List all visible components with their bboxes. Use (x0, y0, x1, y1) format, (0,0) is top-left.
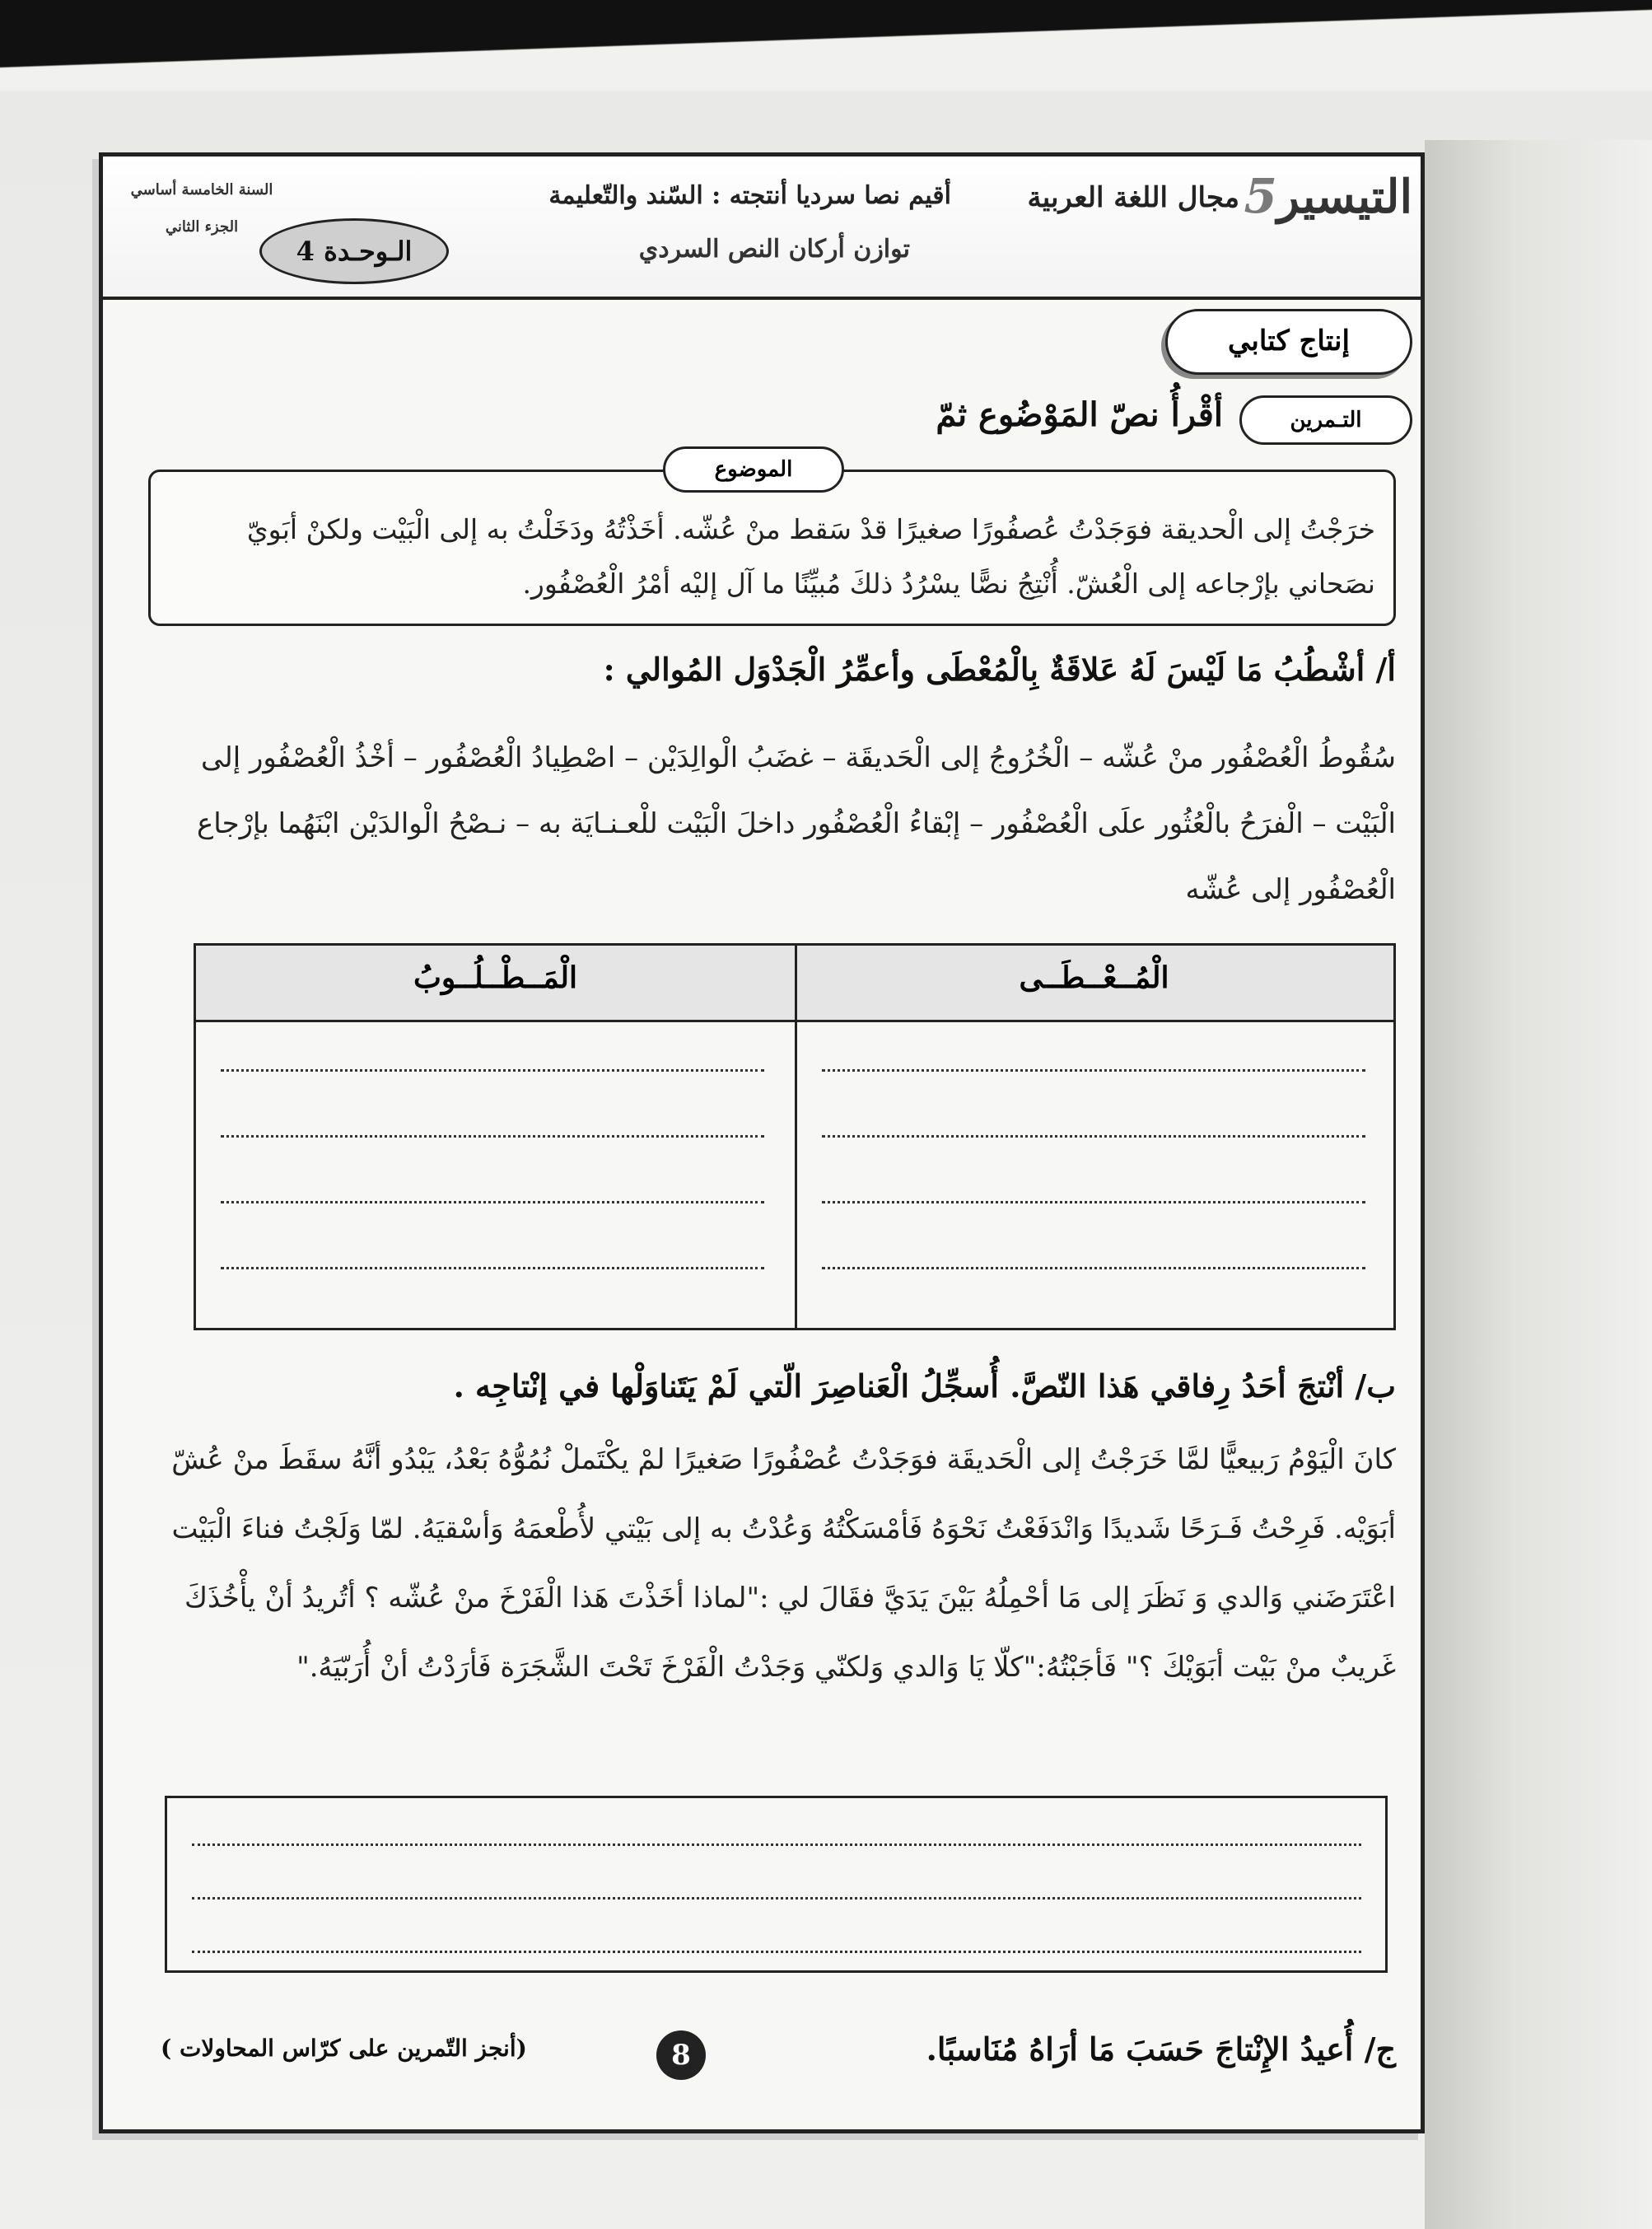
topic-text: خرَجْتُ إلى الْحديقة فوَجَدْتُ عُصفُورًا صغيرًا قدْ سَقط منْ عُشّه. أخَذْتُهُ ودَخَلْتُ به إلى الْبَيْت ولكنْ أبَويّ نصَحاني بإرْجاعه إلى الْعُشّ. أُنْتِجُ نصًّا يسْرُدُ ذلكَ مُبيِّنًا ما آل إليْه أمْرُ الْعُصْفُور. (246, 513, 1375, 600)
question-c-prompt: ج/ أُعيدُ الإِنْتاجَ حَسَبَ مَا أرَاهُ مُنَاسبًا. (926, 2030, 1396, 2068)
question-a-items: سُقُوطُ الْعُصْفُور منْ عُشّه – الْخُرُوجُ إلى الْحَديقَة – غضَبُ الْوالِدَيْن – اصْطِيادُ الْعُصْفُور – أخْذُ الْعُصْفُور إلى الْبَيْت – الْفرَحُ بالْعُثُور علَى الْعُصْفُور – إبْقاءُ الْعُصْفُور داخلَ الْبَيْت للْعـنـايَة به – نـصْحُ الْوالدَيْن ابْنَهُما بإرْجاع الْعُصْفُور إلى عُشّه (196, 741, 1396, 906)
footer-note: ( أنجز التّمرين على كرّاس المحاولات) (161, 2035, 527, 2062)
unit-badge: الـوحـدة 4 (259, 218, 449, 284)
classmate-story: كانَ الْيَوْمُ رَبيعيًّا لمَّا خَرَجْتُ إلى الْحَديقَة فوَجَدْتُ عُصْفُورًا صَغيرًا لمْ يكْتَملْ نُمُوُّهُ بَعْدُ، يَبْدُو أنَّهُ سقَطَ منْ عُشّ أبَوَيْه. فَرِحْتُ فَـرَحًا شَديدًا وَانْدَفَعْتُ نَحْوَهُ فَأمْسَكْتُهُ وَعُدْتُ به إلى بَيْتي لأُطْعمَهُ وَأسْقيَهُ. لمّا وَلَجْتُ فناءَ الْبَيْت اعْتَرَضَني وَالدي وَ نَظَرَ إلى مَا أحْمِلُهُ بَيْنَ يَدَيَّ فقَالَ لي :"لماذا أخَذْتَ هَذا الْفَرْخَ منْ عُشّه ؟ أتُريدُ أنْ يأْخُذَكَ غَريبٌ منْ بَيْت أبَوَيْكَ ؟" فَأجَبْتُهُ:"كلّا يَا وَالدي وَلكنّي وَجَدْتُ الْفَرْخَ تَحْتَ الشَّجَرَة فَأرَدْتُ أنْ أُرَبّيَهُ." (171, 1443, 1396, 1684)
answer-line[interactable] (192, 1843, 1361, 1846)
answer-line[interactable] (192, 1897, 1361, 1900)
lesson-title: أقيم نصا سرديا أنتجته : السّند والتّعليمة (548, 181, 951, 210)
brand-name: التيسير (1276, 170, 1412, 224)
answer-line[interactable] (822, 1135, 1365, 1138)
answer-line[interactable] (221, 1069, 764, 1072)
subject-field: مجال اللغة العربية (1027, 181, 1239, 214)
table-header-required: الْمَــطْــلُــوبُ (413, 960, 577, 995)
topic-label: الموضوع (663, 446, 844, 493)
given-required-table (194, 943, 1396, 1330)
answer-line[interactable] (192, 1951, 1361, 1953)
answer-line[interactable] (221, 1135, 764, 1138)
question-a-prompt: أ/ أشْطُبُ مَا لَيْسَ لَهُ عَلاقَةٌ بِالْمُعْطَى وأعمِّرُ الْجَدْوَل المُوالي : (603, 651, 1396, 688)
worksheet-page (99, 152, 1425, 2133)
exercise-badge: التـمرين (1239, 395, 1412, 445)
answer-line[interactable] (221, 1201, 764, 1203)
brand-number: 5 (1244, 168, 1277, 224)
header-band (103, 157, 1421, 300)
answer-line[interactable] (822, 1069, 1365, 1072)
exercise-instruction: أقْرأُ نصّ المَوْضُوع ثمّ (936, 395, 1223, 434)
question-b-prompt: ب/ أنْتجَ أحَدُ رِفاقي هَذا النّصَّ. أُسجِّلُ الْعَناصِرَ الّتي لَمْ يَتَناوَلْها في إنْتاجِه . (453, 1367, 1396, 1404)
answer-box (165, 1796, 1388, 1973)
answer-line[interactable] (822, 1201, 1365, 1203)
section-badge: إنتاج كتابي (1165, 309, 1412, 375)
brand-logo (1239, 168, 1412, 226)
lesson-subtitle: توازن أركان النص السردي (638, 235, 910, 264)
grade-level: السنة الخامسة أساسي (130, 181, 273, 199)
table-header-given: الْمُــعْــطَــى (1019, 960, 1169, 995)
answer-line[interactable] (221, 1267, 764, 1269)
answer-line[interactable] (822, 1267, 1365, 1269)
book-part: الجزء الثاني (165, 218, 239, 236)
page-number: 8 (656, 2030, 706, 2080)
page-curl (1425, 140, 1652, 2229)
table-divider (795, 946, 797, 1328)
